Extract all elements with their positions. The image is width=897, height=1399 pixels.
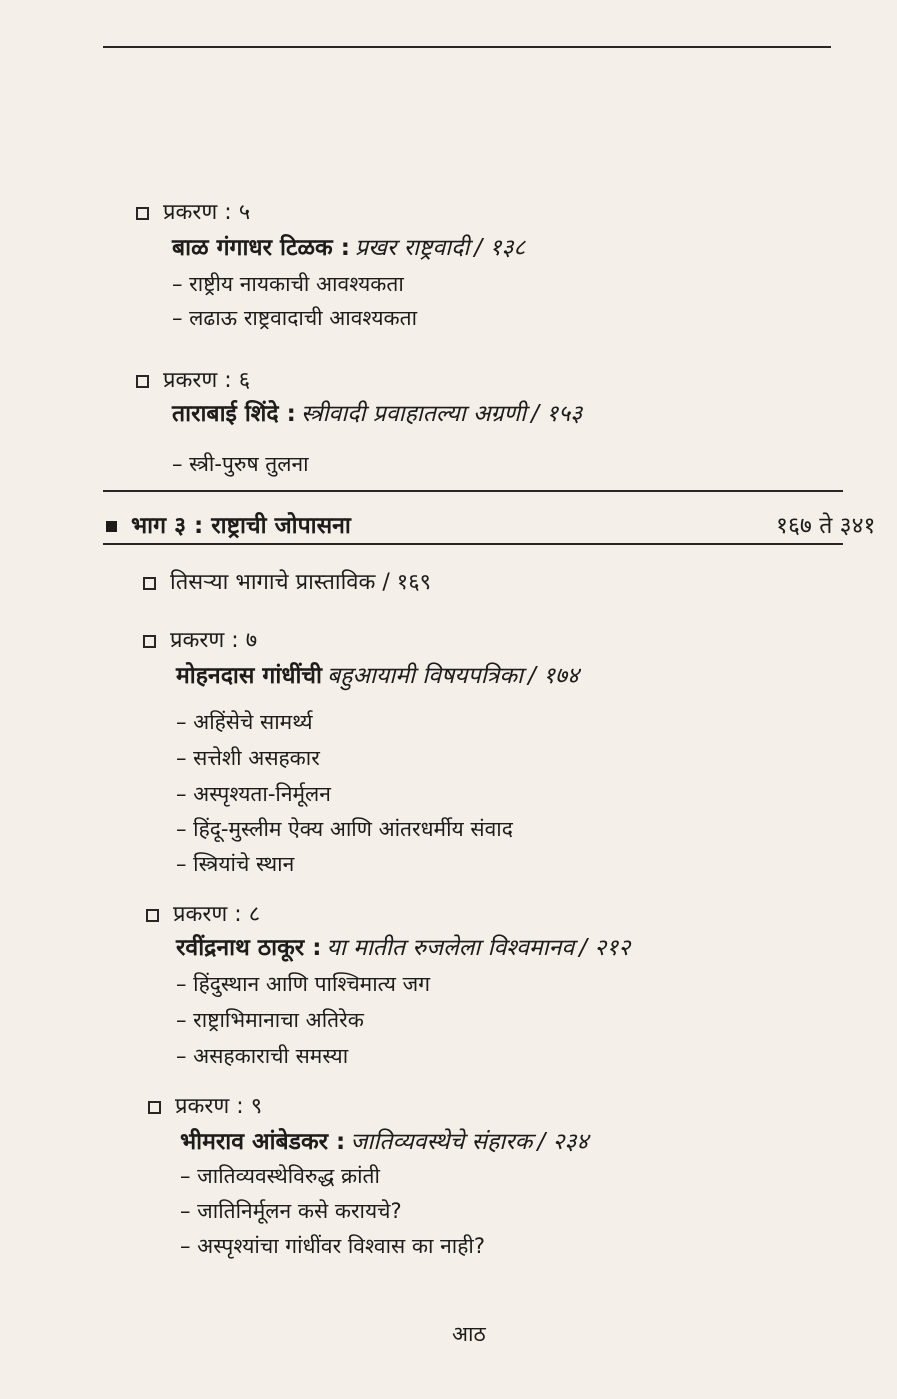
topic-item: – अहिंसेचे सामर्थ्य (176, 710, 313, 734)
topic-item: – असहकाराची समस्या (176, 1044, 349, 1068)
topic-item: – राष्ट्रीय नायकाची आवश्यकता (172, 272, 404, 296)
topic-item: – हिंदू-मुस्लीम ऐक्य आणि आंतरधर्मीय संवाद (176, 817, 513, 841)
chapter-heading-text: प्रकरण : ५ (163, 200, 251, 225)
chapter-page: / १३८ (474, 235, 526, 261)
chapter-8-heading (146, 898, 260, 928)
checkbox-icon (148, 1101, 161, 1114)
chapter-subtitle: जातिव्यवस्थेचे संहारक (350, 1129, 533, 1155)
chapter-5-heading (136, 196, 250, 226)
topic-item: – राष्ट्राभिमानाचा अतिरेक (176, 1008, 364, 1032)
chapter-page: / १५३ (531, 401, 583, 427)
chapter-heading-text: प्रकरण : ८ (173, 902, 261, 927)
checkbox-icon (136, 375, 149, 388)
chapter-subtitle: स्त्रीवादी प्रवाहातल्या अग्रणी (300, 401, 527, 427)
chapter-subtitle: बहुआयामी विषयपत्रिका (327, 663, 523, 689)
topic-item: – जातिव्यवस्थेविरुद्ध क्रांती (180, 1164, 380, 1188)
topic-item: – स्त्री-पुरुष तुलना (172, 452, 309, 476)
chapter-person: ताराबाई शिंदे : (172, 401, 296, 427)
chapter-page: / २१२ (579, 935, 631, 961)
chapter-7-title (176, 658, 579, 690)
checkbox-icon (146, 909, 159, 922)
checkbox-icon (143, 577, 156, 590)
chapter-subtitle: प्रखर राष्ट्रवादी (354, 235, 470, 261)
chapter-heading-text: प्रकरण : ९ (175, 1094, 263, 1119)
chapter-8-title (176, 930, 630, 962)
intro-text: तिसऱ्या भागाचे प्रास्ताविक / १६९ (170, 570, 432, 595)
part-page-range: १६७ ते ३४१ (776, 513, 876, 539)
topic-item: – अस्पृश्यांचा गांधींवर विश्वास का नाही? (180, 1234, 485, 1258)
chapter-6-title (172, 396, 582, 428)
topic-item: – स्त्रियांचे स्थान (176, 852, 295, 876)
top-rule (103, 46, 831, 48)
chapter-6-heading (136, 364, 250, 394)
checkbox-icon (136, 207, 149, 220)
chapter-7-heading (143, 624, 257, 654)
chapter-person: रवींद्रनाथ ठाकूर : (176, 935, 322, 961)
part-title: भाग ३ : राष्ट्राची जोपासना (131, 513, 351, 539)
topic-item: – हिंदुस्थान आणि पाश्चिमात्य जग (176, 972, 431, 996)
chapter-page: / १७४ (528, 663, 580, 689)
topic-item: – जातिनिर्मूलन कसे करायचे? (180, 1199, 402, 1223)
chapter-person: बाळ गंगाधर टिळक : (172, 235, 350, 261)
chapter-5-title (172, 230, 525, 262)
chapter-heading-text: प्रकरण : ७ (170, 628, 258, 653)
checkbox-icon (143, 635, 156, 648)
part-rule-top (103, 490, 843, 492)
topic-item: – लढाऊ राष्ट्रवादाची आवश्यकता (172, 306, 418, 330)
topic-item: – सत्तेशी असहकार (176, 746, 320, 770)
topic-item: – अस्पृश्यता-निर्मूलन (176, 782, 331, 806)
chapter-9-title (180, 1124, 588, 1156)
chapter-subtitle: या मातीत रुजलेला विश्वमानव (326, 935, 575, 961)
chapter-heading-text: प्रकरण : ६ (163, 368, 251, 393)
part-3-row (106, 508, 876, 540)
part-rule-bottom (103, 543, 843, 545)
chapter-person: मोहनदास गांधींची (176, 663, 322, 689)
chapter-9-heading (148, 1090, 262, 1120)
square-bullet-icon (106, 521, 117, 532)
page-number: आठ (452, 1322, 486, 1346)
intro-row (143, 566, 431, 596)
chapter-person: भीमराव आंबेडकर : (180, 1129, 346, 1155)
chapter-page: / २३४ (537, 1129, 589, 1155)
